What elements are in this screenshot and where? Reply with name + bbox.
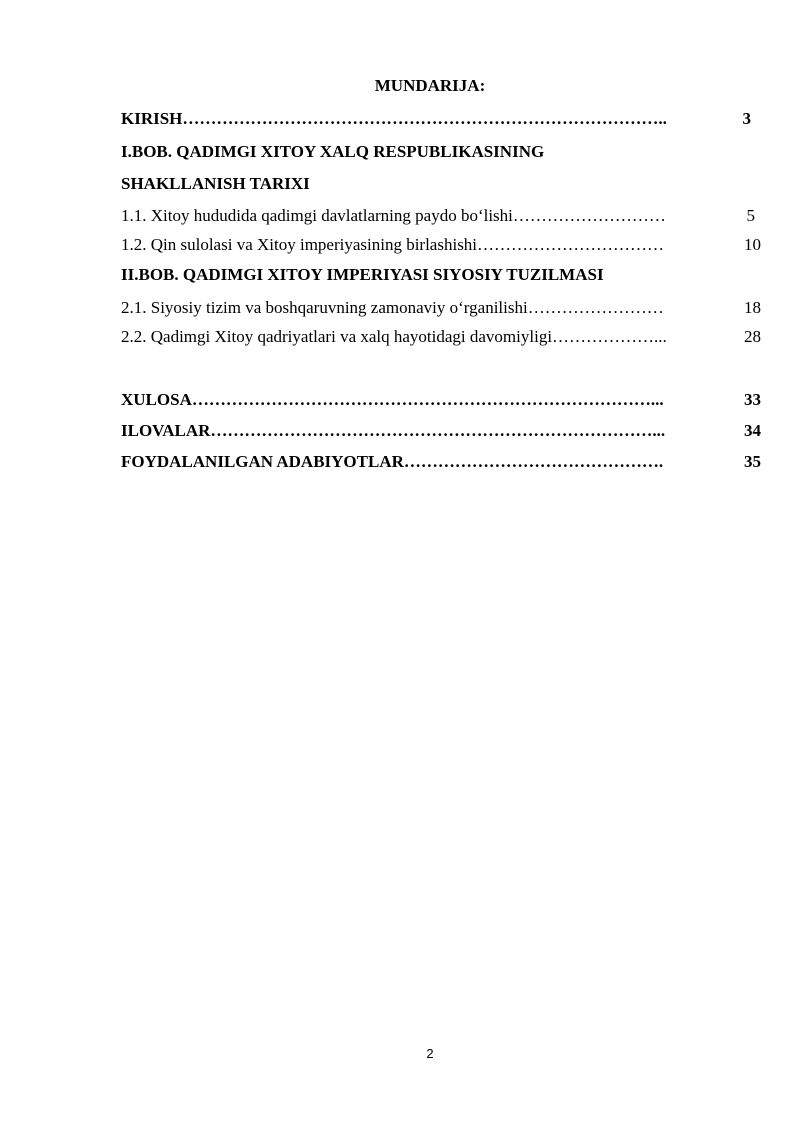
toc-entry-2-1 — [121, 297, 761, 319]
toc-entry-2-2 — [121, 326, 761, 348]
toc-entry-text: 1.1. Xitoy hududida qadimgi davlatlarning paydo boʻlishi……………………… — [121, 206, 666, 225]
toc-entry-page: 35 — [744, 452, 761, 471]
toc-chapter-1-heading — [121, 141, 761, 163]
toc-entry-text: XULOSA………………………………………………………………………... — [121, 390, 664, 409]
toc-entry-text: 1.2. Qin sulolasi va Xitoy imperiyasining birlashishi…………………………… — [121, 235, 665, 254]
toc-entry-page: 10 — [744, 235, 761, 254]
toc-entry-page: 3 — [742, 109, 751, 128]
toc-entry-1-2 — [121, 234, 761, 256]
toc-entry-text: I.BOB. QADIMGI XITOY XALQ RESPUBLIKASINING — [121, 142, 545, 161]
toc-entry-foydalanilgan-adabiyotlar — [121, 451, 761, 473]
toc-entry-1-1 — [121, 205, 761, 227]
toc-entry-text: ILOVALAR……………………………………………………………………... — [121, 421, 666, 440]
toc-entry-page: 33 — [744, 390, 761, 409]
toc-entry-text: II.BOB. QADIMGI XITOY IMPERIYASI SIYOSIY TUZILMASI — [121, 265, 604, 284]
toc-entry-page: 5 — [746, 206, 755, 225]
toc-entry-xulosa — [121, 389, 761, 411]
toc-chapter-2-heading — [121, 264, 761, 286]
toc-entry-text: KIRISH………………………………………………………………………….. — [121, 109, 667, 128]
toc-chapter-1-heading-cont — [121, 173, 761, 195]
toc-title: MUNDARIJA: — [374, 76, 486, 95]
toc-entry-text: 2.1. Siyosiy tizim va boshqaruvning zamonaviy oʻrganilishi…………………… — [121, 298, 664, 317]
toc-entry-text: SHAKLLANISH TARIXI — [121, 174, 310, 193]
toc-entry-ilovalar — [121, 420, 761, 442]
page-number: 2 — [426, 1046, 434, 1061]
toc-entry-page: 28 — [744, 327, 761, 346]
toc-entry-text: 2.2. Qadimgi Xitoy qadriyatlari va xalq hayotidagi davomiyligi………………... — [121, 327, 667, 346]
toc-entry-text: FOYDALANILGAN ADABIYOTLAR………………………………………. — [121, 452, 664, 471]
toc-entry-page: 18 — [744, 298, 761, 317]
toc-entry-kirish — [121, 108, 761, 130]
toc-entry-page: 34 — [744, 421, 761, 440]
